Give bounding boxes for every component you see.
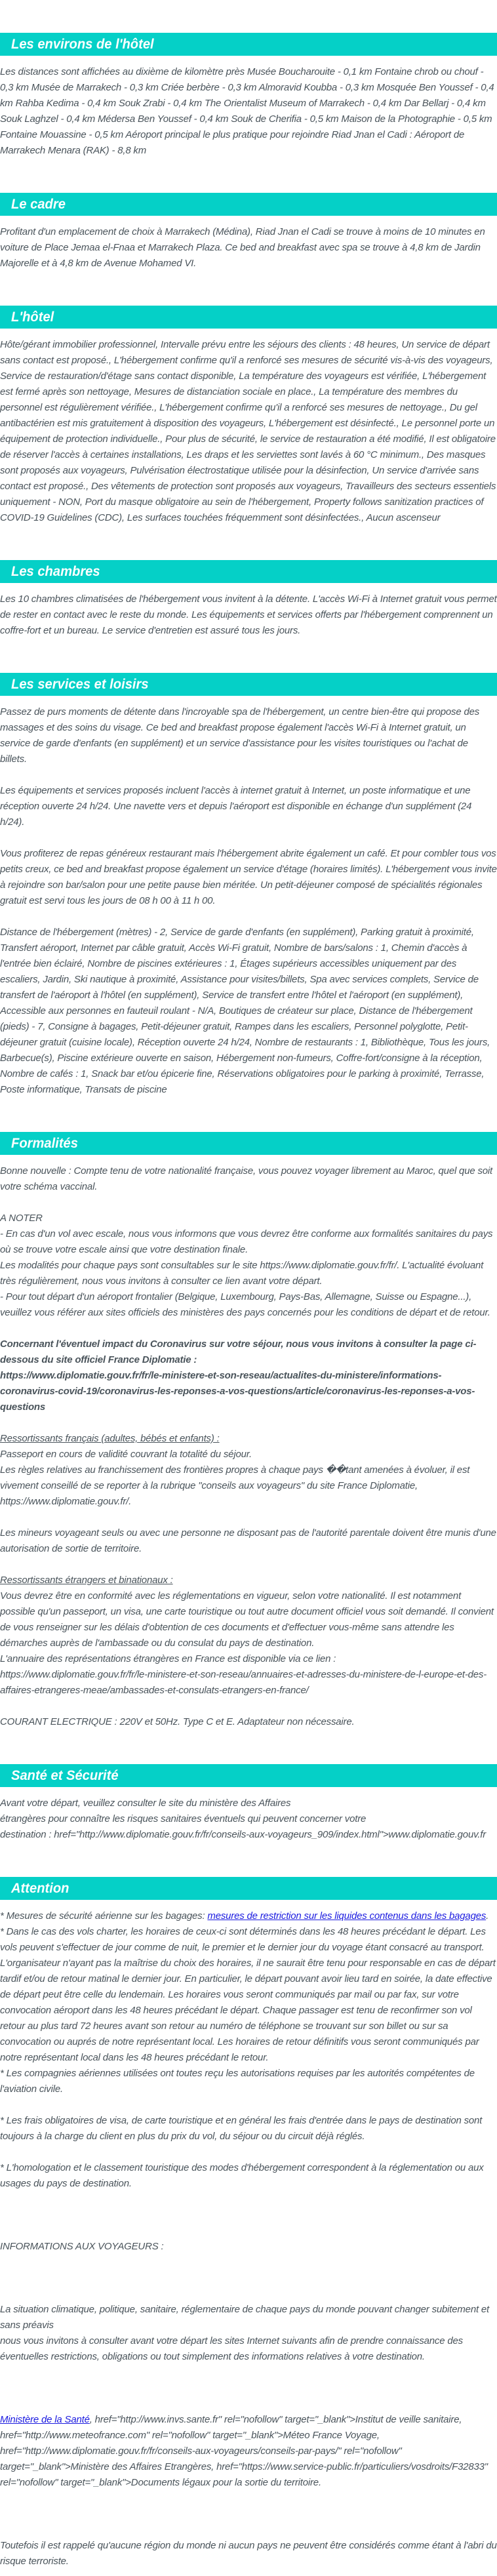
section-body-warning [0,1900,497,2569]
spacer [0,909,497,925]
section-title-setting: Le cadre [11,196,66,212]
spacer [0,2192,497,2239]
warning-classification: * L'homologation et le classement touristique des modes d'hébergement correspondent à la réglementation ou aux usages du pays de destination. [0,2162,484,2189]
section-setting [0,193,497,272]
section-body-services [0,696,497,1098]
section-rooms [0,560,497,639]
spacer [0,1321,497,1337]
formalities-foreign-directory-url: https://www.diplomatie.gouv.fr/fr/le-ministere-et-son-reseau/annuaires-et-adresses-du-ministere-de-l-europe-et-des-affaires-etrangeres-meae/ambassades-et-consulats-etrangers-en-france/ [0,1669,487,1696]
section-title-warning: Attention [11,1880,70,1896]
section-title-formalities: Formalités [11,1135,78,1151]
formalities-french-nationals-rules: Les règles relatives au franchissement des frontières propres à chaque pays ��tant amenées à évoluer, il est vivement conseillé de se reporter à la rubrique "conseils aux voyageurs" du site France Diplomatie, https://www.diplomatie.gouv.fr/. [0,1464,470,1507]
services-amenities-list: Distance de l'hébergement (mètres) - 2, Service de garde d'enfants (en supplément), Parking gratuit à proximité, Transfert aéroport, Internet par câble gratuit, Accès Wi-Fi gratuit, Nombre de bars/salons : 1, Chemin d'accès à l'entrée bien éclairé, Nombre de piscines extérieures : 1, Étages supérieurs accessibles uniquement par des escaliers, Jardin, Ski nautique à proximité, Assistance pour visites/billets, Spa avec services complets, Service de transfert de l'aéroport à l'hôtel (en supplément), Service de transfert entre l'hôtel et l'aéroport (en supplément), Accessible aux personnes en fauteuil roulant - N/A, Boutiques de créateur sur place, Distance de l'hébergement (pieds) - 7, Consigne à bagages, Petit-déjeuner gratuit, Rampes dans les escaliers, Personnel polyglotte, Petit-déjeuner gratuit (cuisine locale), Réception ouverte 24 h/24, Nombre de restaurants : 1, Bibliothèque, Tous les jours, Barbecue(s), Piscine extérieure ouverte en saison, Hébergement non-fumeurs, Coffre-fort/consigne à la réception, Nombre de cafés : 1, Snack bar et/ou épicerie fine, Réservations obligatoires pour le parking à proximité, Terrasse, Poste informatique, Transats de piscine [0,927,490,1095]
terrorism-disclaimer: Toutefois il est rappelé qu'aucune région du monde ni aucun pays ne peuvent être considérés comme étant à l'abri du risque terroriste. [0,2540,497,2567]
spacer [0,1557,497,1573]
section-body-rooms [0,583,497,639]
formalities-note-1: - En cas d'un vol avec escale, nous vous informons que vous devrez être conforme aux formalités sanitaires du pays où se trouve votre escale ainsi que votre destination finale. [0,1228,493,1255]
spacer [0,2144,497,2160]
spacer [0,2097,497,2113]
spacer [0,1415,497,1431]
formalities-minors: Les mineurs voyageant seuls ou avec une personne ne disposant pas de l'autorité parentale doivent être munis d'une autorisation de sortie de territoire. [0,1527,496,1554]
spacer [0,767,497,783]
section-health [0,1764,497,1843]
formalities-foreign-nationals-title: Ressortissants étrangers et binationaux : [0,1575,173,1586]
section-services [0,673,497,1098]
spacer [0,1699,497,1714]
spacer [0,2255,497,2302]
travellers-info-consult: nous vous invitons à consulter avant votre départ les sites Internet suivants afin de prendre connaissance des éventuelles restrictions, obligations ou tout simplement des informations relatives à votre destination. [0,2335,463,2362]
section-title-surroundings: Les environs de l'hôtel [11,36,154,52]
services-paragraph-1: Passez de purs moments de détente dans l'incroyable spa de l'hébergement, un centre bien-être qui propose des massages et des soins du visage. Ce bed and breakfast propose également l'accès Wi-Fi à Internet gratuit, un service de garde d'enfants (en supplément) et un service d'assistance pour les visites touristiques ou l'achat de billets. [0,706,480,765]
section-hotel [0,306,497,526]
warning-baggage-prefix: * Mesures de sécurité aérienne sur les bagages: [0,1910,208,1922]
section-title-rooms: Les chambres [11,563,100,579]
spacer [0,1195,497,1211]
formalities-covid-intro: Concernant l'éventuel impact du Coronavirus sur votre séjour, nous vous invitons à consulter la page ci-dessous du site officiel France Diplomatie : [0,1338,477,1365]
warning-charter-flights: * Dans le cas des vols charter, les horaires de ceux-ci sont déterminés dans les 48 heures précédant le départ. Les vols peuvent s'effectuer de jour comme de nuit, le premier et le dernier jour du voyage étant consacré au transport. L'organisateur n'ayant pas la maîtrise du choix des horaires, il ne saurait être tenu pour responsable en cas de départ tardif et/ou de retour matinal le dernier jour. En particulier, le départ pouvant avoir lieu tard en soirée, la date effective de départ peut être celle du lendemain. Les horaires vous seront communiqués par mail ou par fax, sur votre convocation aéroport dans les 48 heures précédant le départ. Chaque passager est tenu de reconfirmer son vol retour au plus tard 72 heures avant son retour au numéro de téléphone se trouvant sur son billet ou sur sa convocation ou auprés de notre représentant local. Les horaires de retour définitifs vous seront communiqués par notre représentant local dans les 48 heures précédant le retour. [0,1926,496,2063]
warning-baggage-suffix: . [486,1910,489,1922]
section-header-formalities [0,1132,497,1155]
section-header-surroundings [0,33,497,56]
formalities-electric-current: COURANT ELECTRIQUE : 220V et 50Hz. Type C et E. Adaptateur non nécessaire. [0,1716,355,1727]
formalities-french-nationals-title: Ressortissants français (adultes, bébés et enfants) : [0,1433,220,1444]
warning-visa-fees: * Les frais obligatoires de visa, de carte touristique et en général les frais d'entrée dans le pays de destination sont toujours à la charge du client en plus du prix du vol, du séjour ou du circuit déjà réglés. [0,2115,483,2142]
section-header-hotel [0,306,497,329]
hotel-text: Hôte/gérant immobilier professionnel, Intervalle prévu entre les séjours des clients : 48 heures, Un service de départ sans contact est proposé., L'hébergement confirme qu'il a renforcé ses mesures de sécurité vis-à-vis des voyageurs, Service de restauration/d'étage sans contact disponible, La température des voyageurs est vérifiée, L'hébergement est fermé après son nettoyage, Mesures de distanciation sociale en place., La température des membres du personnel est régulièrement vérifiée., L'hébergement confirme qu'il a renforcé ses mesures de nettoyage., Du gel antibactérien est mis gratuitement à disposition des voyageurs, L'hébergement est désinfecté., Le personnel porte un équipement de protection individuelle., Pour plus de sécurité, le service de restauration a été modifié, Il est obligatoire de réserver l'accès à certaines installations, Les draps et les serviettes sont lavés à 60 °C minimum., Des masques sont proposés aux voyageurs, Pulvérisation électrostatique utilisée pour la désinfection, Un service d'arrivée sans contact est proposé., Des vêtements de protection sont proposés aux voyageurs, Travailleurs des secteurs essentiels uniquement - NON, Port du masque obligatoire au sein de l'hébergement, Property follows sanitization practices of COVID-19 Guidelines (CDC), Les surfaces touchées fréquemment sont désinfectées., Aucun ascenseur [0,339,496,523]
section-header-rooms [0,560,497,583]
rooms-text: Les 10 chambres climatisées de l'hébergement vous invitent à la détente. L'accès Wi-Fi à Internet gratuit vous permet de rester en contact avec le reste du monde. Les équipements et services offerts par l'hébergement comprennent un coffre-fort et un bureau. Le service d'entretien est assuré tous les jours. [0,594,497,636]
travellers-info-title: INFORMATIONS AUX VOYAGEURS : [0,2241,164,2252]
formalities-note-title: A NOTER [0,1213,43,1224]
formalities-french-nationals-passport: Passeport en cours de validité couvrant la totalité du séjour. [0,1449,252,1460]
section-body-health [0,1787,497,1843]
spacer [0,830,497,846]
formalities-note-3: - Pour tout départ d'un aéroport frontalier (Belgique, Luxembourg, Pays-Bas, Allemagne, Suisse ou Espagne...), veuillez vous référer aux sites officiels des ministères des pays concernés pour les conditions de départ et de retour. [0,1291,490,1318]
formalities-note-2: Les modalités pour chaque pays sont consultables sur le site https://www.diplomatie.gouv.fr/fr/. L'actualité évoluant très régulièrement, nous vous invitons à consulter ce lien avant votre départ. [0,1260,484,1287]
services-paragraph-3: Vous profiterez de repas généreux restaurant mais l'hébergement abrite également un café. Et pour combler tous vos petits creux, ce bed and breakfast propose également un service d'étage (horaires limités). L'hébergement vous invite à rejoindre son bar/salon pour une petite pause bien méritée. Un petit-déjeuner composé de spécialités régionales gratuit est servi tous les jours de 08 h 00 à 11 h 00. [0,848,497,906]
formalities-good-news: Bonne nouvelle : Compte tenu de votre nationalité française, vous pouvez voyager librement au Maroc, quel que soit votre schéma vaccinal. [0,1165,492,1192]
warning-airlines: * Les compagnies aériennes utilisées ont toutes reçu les autorisations requises par les autorités compétentes de l'aviation civile. [0,2068,475,2095]
health-line-1: Avant votre départ, veuillez consulter le site du ministère des Affaires [0,1798,291,1809]
section-header-services [0,673,497,696]
section-body-hotel [0,329,497,526]
travellers-info-links [0,2412,497,2491]
health-line-3: destination : href="http://www.diplomatie.gouv.fr/fr/conseils-aux-voyageurs_909/index.html">www.diplomatie.gouv.fr [0,1829,487,1840]
formalities-covid-url: https://www.diplomatie.gouv.fr/fr/le-ministere-et-son-reseau/actualites-du-ministere/informations-coronavirus-covid-19/coronavirus-les-reponses-a-vos-questions/article/coronavirus-les-reponses-a-vos-questions [0,1370,475,1413]
warning-baggage-line [0,1908,497,1924]
section-header-health [0,1764,497,1787]
health-line-2: étrangères pour connaître les risques sanitaires éventuels qui peuvent concerner votre [0,1813,367,1824]
section-title-health: Santé et Sécurité [11,1767,119,1783]
section-header-setting [0,193,497,216]
spacer [0,2365,497,2412]
formalities-foreign-directory-intro: L'annuaire des représentations étrangères en France est disponible via ce lien : [0,1653,336,1664]
spacer [0,1510,497,1525]
section-body-surroundings [0,56,497,159]
travellers-info-situation: La situation climatique, politique, sanitaire, réglementaire de chaque pays du monde pouvant changer subitement et sans préavis [0,2304,490,2331]
services-paragraph-2: Les équipements et services proposés incluent l'accès à internet gratuit à Internet, un poste informatique et une réception ouverte 24 h/24. Une navette vers et depuis l'aéroport est disponible en échange d'un supplément (24 h/24). [0,785,472,828]
surroundings-text: Les distances sont affichées au dixième de kilomètre près Musée Boucharouite - 0,1 km Fontaine chrob ou chouf - 0,3 km Musée de Marrakech - 0,3 km Criée berbère - 0,3 km Almoravid Koubba - 0,3 km Mosquée Ben Youssef - 0,4 km Rahba Kedima - 0,4 km Souk Zrabi - 0,4 km The Orientalist Museum of Marrakech - 0,4 km Dar Bellarj - 0,4 km Souk Laghzel - 0,4 km Médersa Ben Youssef - 0,4 km Souk de Cherifia - 0,5 km Maison de la Photographie - 0,5 km Fontaine Mouassine - 0,5 km Aéroport principal le plus pratique pour rejoindre Riad Jnan el Cadi : Aéroport de Marrakech Menara (RAK) - 8,8 km [0,66,494,156]
spacer [0,2491,497,2538]
baggage-liquids-restrictions-link[interactable]: mesures de restriction sur les liquides contenus dans les bagages [207,1910,487,1922]
travellers-info-links-rest: , href="http://www.invs.sante.fr" rel="nofollow" target="_blank">Institut de veille sanitaire, href="http://www.meteofrance.com" rel="nofollow" target="_blank">Méteo France Voyage, href="http://www.diplomatie.gouv.fr/fr/conseils-aux-voyageurs/conseils-par-pays/" rel="nofollow" target="_blank">Ministère des Affaires Etrangères, href="https://www.service-public.fr/particuliers/vosdroits/F32833" rel="nofollow" target="_blank">Documents légaux pour la sortie du territoire. [0,2414,488,2488]
section-title-hotel: L'hôtel [11,309,54,325]
setting-text: Profitant d'un emplacement de choix à Marrakech (Médina), Riad Jnan el Cadi se trouve à moins de 10 minutes en voiture de Place Jemaa el-Fnaa et Marrakech Plaza. Ce bed and breakfast avec spa se trouve à 4,8 km de Jardin Majorelle et à 4,8 km de Avenue Mohamed VI. [0,226,485,269]
formalities-foreign-nationals-text: Vous devrez être en conformité avec les réglementations en vigueur, selon votre nationalité. Il est notamment possible qu'un passeport, un visa, une carte touristique ou tout autre document officiel vous soit demandé. Il convient de vous renseigner sur les délais d'obtention de ces documents et d'effectuer vous-même sans attendre les démarches auprès de l'ambassade ou du consulat du pays de destination. [0,1590,494,1649]
section-body-formalities [0,1155,497,1730]
section-surroundings [0,33,497,159]
section-formalities [0,1132,497,1730]
section-title-services: Les services et loisirs [11,676,149,692]
section-body-setting [0,216,497,272]
section-warning [0,1877,497,2569]
section-header-warning [0,1877,497,1900]
ministere-sante-link[interactable]: Ministère de la Santé [0,2414,90,2425]
